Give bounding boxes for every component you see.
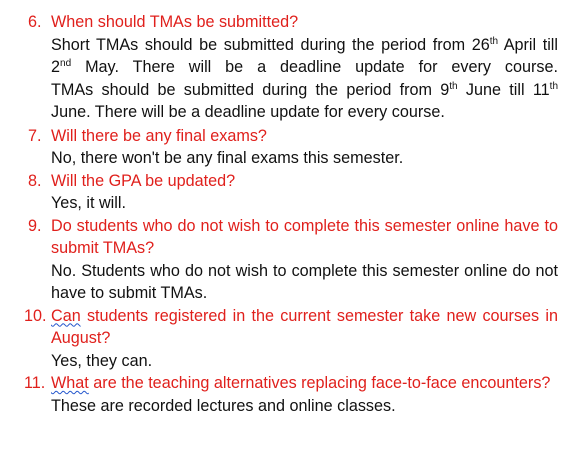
faq-item-10 [0,305,584,373]
spellcheck-word: What [51,374,89,392]
spellcheck-word: Can [51,306,81,325]
faq-answer: No, there won't be any final exams this semester. [51,149,404,167]
faq-question: Will the GPA be updated? [51,171,236,190]
faq-question: Will there be any final exams? [51,126,267,145]
faq-item-6 [0,11,584,124]
faq-question: Do students who do not wish to complete this semester online have to submit TMAs? [51,216,558,257]
faq-question: What are the teaching alternatives replacing face-to-face encounters? [51,374,551,392]
faq-item-7 [0,125,584,170]
faq-item-8 [0,170,584,215]
faq-number: 10. [24,306,47,325]
faq-number: 6. [28,13,42,31]
faq-number: 8. [28,171,42,190]
faq-answer: Yes, they can. [51,351,153,370]
faq-answer-paragraph: TMAs should be submitted during the period from 9th June till 11th June. There will be a deadline update for every course. [51,80,559,121]
faq-answer: No. Students who do not wish to complete this semester online do not have to submit TMAs. [51,261,558,302]
faq-number: 9. [28,216,42,235]
faq-item-9 [0,215,584,305]
faq-question: Can students registered in the current semester take new courses in August? [51,306,558,347]
faq-answer-paragraph: Short TMAs should be submitted during the period from 26th April till 2nd May. There will be a deadline update for every course. [51,35,558,76]
faq-item-11 [0,372,584,417]
faq-number: 7. [28,126,42,145]
faq-answer: These are recorded lectures and online classes. [51,396,396,415]
faq-answer: Yes, it will. [51,194,126,212]
faq-question: When should TMAs be submitted? [51,13,299,31]
faq-number: 11. [24,374,46,392]
